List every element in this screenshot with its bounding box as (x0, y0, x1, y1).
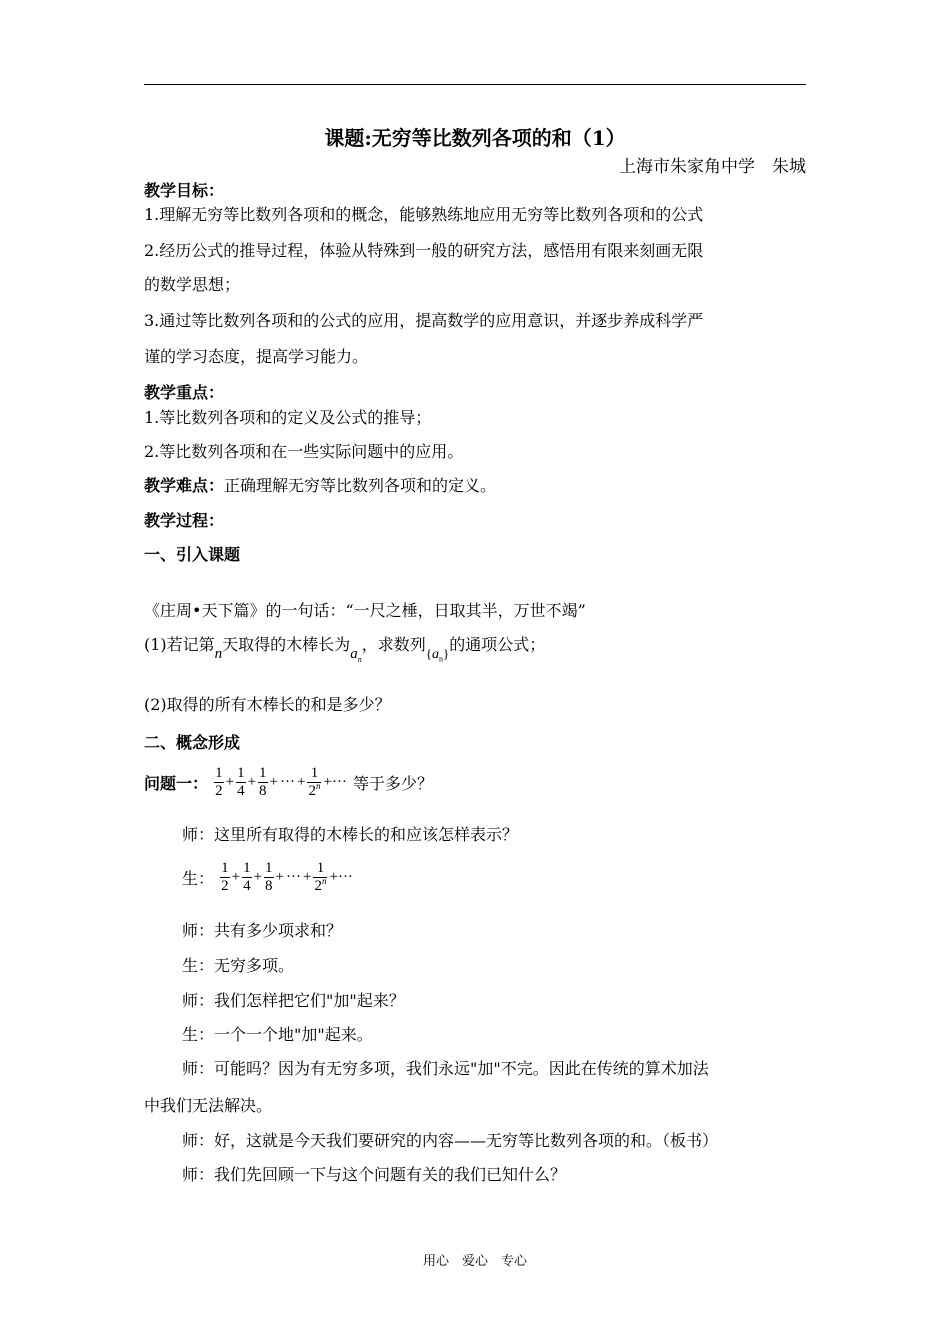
plus-sign: + (247, 774, 257, 790)
numerator: 1 (316, 860, 325, 876)
math-a-subscript: n (357, 655, 362, 664)
plus-sign: + (297, 774, 306, 790)
question-1 (144, 632, 546, 664)
series-expression-1 (208, 765, 353, 799)
fraction-1-2 (220, 860, 230, 895)
denominator: 2 (221, 878, 229, 894)
series-tail: +··· (329, 869, 353, 885)
numerator: 1 (259, 765, 267, 781)
dialogue-line: 师：我们怎样把它们"加"起来？ (182, 991, 405, 1010)
dialogue-line: 师：可能吗？因为有无穷多项，我们永远"加"不完。因此在传统的算术加法 (182, 1059, 709, 1078)
process-heading: 教学过程： (144, 511, 225, 530)
math-a: a (350, 646, 358, 662)
denominator-base: 2 (308, 783, 316, 799)
plus-sign: + (269, 774, 279, 790)
denominator-base: 2 (314, 878, 322, 894)
denominator (313, 877, 327, 895)
difficulty-label: 教学难点： (144, 476, 225, 495)
page-title: 课题:无穷等比数列各项的和（1） (324, 126, 626, 150)
math-var-a-n (350, 646, 362, 662)
objective-2-line-2: 的数学思想； (144, 275, 241, 294)
key-points-heading: 教学重点： (144, 383, 225, 402)
fraction-1-2n (307, 765, 321, 800)
problem-1-suffix: 等于多少？ (353, 774, 434, 793)
plus-sign: + (303, 869, 312, 885)
objective-3-line-1: 3.通过等比数列各项和的公式的应用，提高数学的应用意识，并逐步养成科学严 (144, 311, 704, 330)
question-2: (2)取得的所有木棒长的和是多少？ (144, 695, 391, 714)
objectives-heading: 教学目标： (144, 181, 225, 200)
fraction-1-8 (258, 765, 268, 800)
seq-subscript: n (438, 654, 443, 664)
question-1-part-2: 天取得的木棒长为 (222, 635, 351, 654)
author-line: 上海市朱家角中学 朱城 (619, 157, 806, 177)
denominator-exponent: n (321, 876, 327, 886)
numerator: 1 (265, 860, 273, 876)
math-sequence-a-n (425, 646, 450, 664)
series-expression-2 (214, 860, 354, 894)
dialogue-line: 师：共有多少项求和？ (182, 921, 343, 940)
plus-sign: + (231, 869, 241, 885)
seq-close-brace: } (442, 646, 450, 661)
page-footer: 用心 爱心 专心 (422, 1254, 527, 1269)
dialogue-line: 师：我们先回顾一下与这个问题有关的我们已知什么？ (182, 1165, 567, 1184)
fraction-1-4 (242, 860, 252, 895)
numerator: 1 (310, 765, 319, 781)
dialogue-line: 生：无穷多项。 (182, 956, 295, 975)
difficulty-text: 正确理解无穷等比数列各项和的定义。 (224, 476, 497, 495)
dialogue-line: 生：一个一个地"加"起来。 (182, 1025, 373, 1044)
dialogue-line: 师：好，这就是今天我们要研究的内容——无穷等比数列各项的和。（板书） (182, 1131, 719, 1150)
dialogue-student-series (182, 860, 354, 895)
fraction-1-2n (313, 860, 327, 895)
dialogue-line: 师：这里所有取得的木棒长的和应该怎样表示？ (182, 825, 519, 844)
key-point-1: 1.等比数列各项和的定义及公式的推导； (144, 408, 432, 427)
header-rule (144, 84, 806, 85)
plus-sign: + (275, 869, 285, 885)
fraction-1-4 (236, 765, 246, 800)
numerator: 1 (221, 860, 229, 876)
fraction-1-2 (214, 765, 224, 800)
speaker-prefix: 生： (182, 869, 215, 888)
numerator: 1 (215, 765, 223, 781)
seq-a: a (431, 647, 439, 662)
denominator: 4 (243, 878, 251, 894)
section-2-heading: 二、概念形成 (144, 733, 241, 752)
objective-2-line-1: 2.经历公式的推导过程，体验从特殊到一般的研究方法，感悟用有限来刻画无限 (144, 241, 704, 260)
math-var-n: n (214, 646, 223, 662)
denominator-exponent: n (315, 781, 321, 791)
denominator: 4 (237, 783, 245, 799)
ellipsis: ··· (280, 774, 296, 790)
objective-1: 1.理解无穷等比数列各项和的概念，能够熟练地应用无穷等比数列各项和的公式 (144, 205, 704, 224)
question-1-part-3: ，求数列 (361, 635, 426, 654)
problem-1-label: 问题一： (144, 774, 209, 793)
zhuangzi-quote: 《庄周•天下篇》的一句话：“一尺之棰，日取其半，万世不竭” (144, 601, 586, 620)
numerator: 1 (243, 860, 251, 876)
denominator: 2 (215, 783, 223, 799)
objective-3-line-2: 谨的学习态度，提高学习能力。 (144, 347, 369, 366)
numerator: 1 (237, 765, 245, 781)
question-1-part-1: (1)若记第 (144, 635, 215, 654)
key-point-2: 2.等比数列各项和在一些实际问题中的应用。 (144, 442, 464, 461)
series-tail: +··· (323, 774, 347, 790)
denominator (307, 782, 321, 800)
denominator: 8 (259, 783, 267, 799)
section-1-heading: 一、引入课题 (144, 545, 241, 564)
ellipsis: ··· (286, 869, 302, 885)
dialogue-line-continued: 中我们无法解决。 (144, 1096, 273, 1115)
question-1-part-4: 的通项公式； (449, 635, 546, 654)
difficulty-line (144, 473, 496, 496)
fraction-1-8 (264, 860, 274, 895)
plus-sign: + (225, 774, 235, 790)
denominator: 8 (265, 878, 273, 894)
problem-1-line (144, 765, 433, 800)
seq-open-brace: { (425, 646, 432, 661)
plus-sign: + (253, 869, 263, 885)
